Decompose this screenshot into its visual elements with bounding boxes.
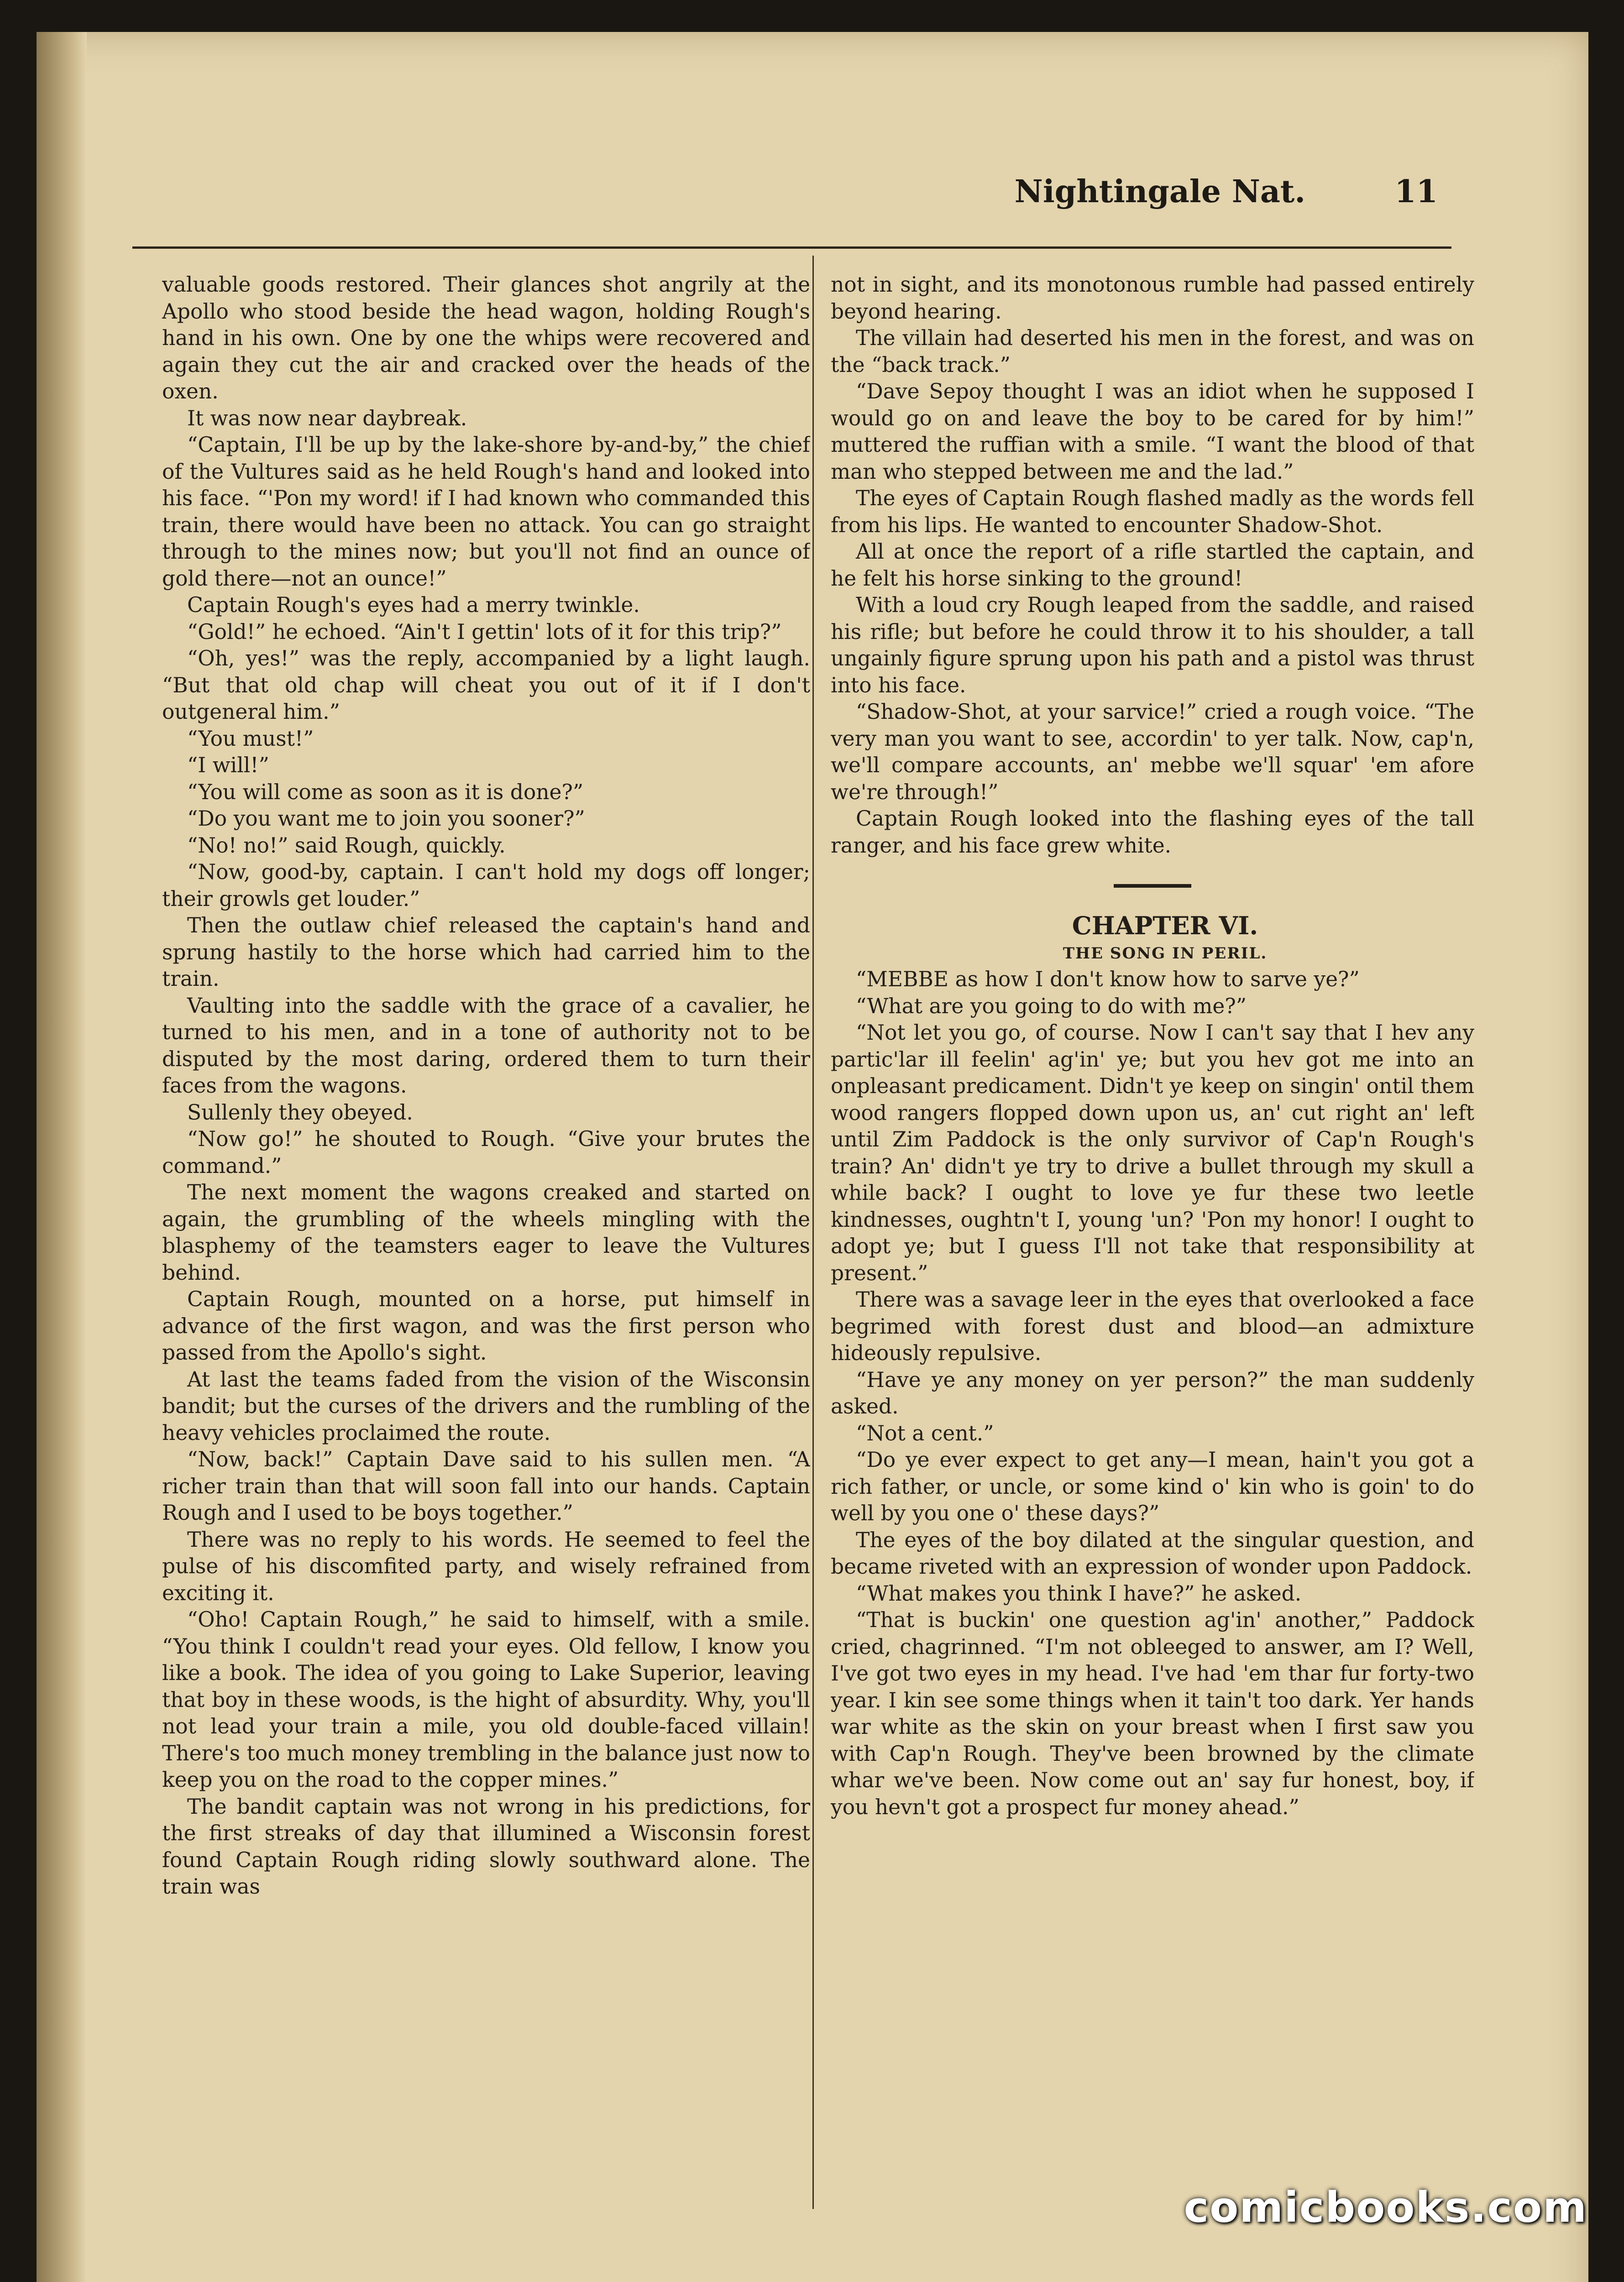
paragraph: “That is buckin' one question ag'in' another,” Paddock cried, chagrinned. “I'm not obleeged to answer, am I? Well, I've got two eyes in my head. I've had 'em thar fur forty-two year. I kin see some things when it tain't too dark. Yer hands war white as the skin on your breast when I first saw you with Cap'n Rough. They've been browned by the climate whar we've been. Now come out an' say fur honest, boy, if you hevn't got a prospect fur money ahead.” [831, 1608, 1474, 1819]
paragraph: Sullenly they obeyed. [187, 1100, 413, 1125]
header-rule [132, 246, 1451, 249]
paragraph: not in sight, and its monotonous rumble had passed entirely beyond hearing. [831, 272, 1474, 324]
paragraph: There was a savage leer in the eyes that overlooked a face begrimed with forest dust and blood—an admixture hideously repulsive. [831, 1288, 1474, 1365]
paragraph: Captain Rough looked into the flashing eyes of the tall ranger, and his face grew white. [831, 806, 1474, 858]
paragraph: Then the outlaw chief released the captain's hand and sprung hastily to the horse which had carried him to the train. [162, 913, 810, 991]
paragraph: “Do ye ever expect to get any—I mean, hain't you got a rich father, or uncle, or some kind o' kin who is goin' to do well by you one o' these days?” [831, 1448, 1474, 1525]
right-column [831, 272, 1474, 2207]
site-watermark: comicbooks.com [1184, 2183, 1587, 2232]
paragraph: All at once the report of a rifle startled the captain, and he felt his horse sinking to the ground! [831, 539, 1474, 591]
paragraph: “Oh, yes!” was the reply, accompanied by a light laugh. “But that old chap will cheat you out of it if I don't outgeneral him.” [162, 646, 810, 724]
chapter-subtitle: THE SONG IN PERIL. [1063, 944, 1268, 963]
paragraph: “Captain, I'll be up by the lake-shore by-and-by,” the chief of the Vultures said as he held Rough's hand and looked into his face. “'Pon my word! if I had known who commanded this train, there would have been no attack. You can go straight through to the mines now; but you'll not find an ounce of gold there—not an ounce!” [162, 433, 810, 591]
page-spine [37, 32, 87, 2282]
paragraph: The next moment the wagons creaked and started on again, the grumbling of the wheels mingling with the blasphemy of the teamsters eager to leave the Vultures behind. [162, 1180, 810, 1285]
chapter-heading: CHAPTER VI. [1072, 911, 1258, 940]
paragraph: “Now, good-by, captain. I can't hold my dogs off longer; their growls get louder.” [162, 860, 810, 911]
page-number: 11 [1394, 173, 1438, 210]
paragraph: The bandit captain was not wrong in his predictions, for the first streaks of day that illumined a Wisconsin forest found Captain Rough riding slowly southward alone. The train was [162, 1794, 810, 1899]
paragraph: “What makes you think I have?” he asked. [856, 1581, 1302, 1606]
paragraph: It was now near daybreak. [187, 406, 467, 430]
paragraph: “Gold!” he echoed. “Ain't I gettin' lots of it for this trip?” [187, 619, 782, 644]
paragraph: “What are you going to do with me?” [856, 994, 1247, 1018]
paragraph: “No! no!” said Rough, quickly. [187, 833, 506, 858]
left-column [162, 272, 810, 2207]
paragraph: “Dave Sepoy thought I was an idiot when he supposed I would go on and leave the boy to be cared for by him!” muttered the ruffian with a smile. “I want the blood of that man who stepped between me and the lad.” [831, 379, 1474, 484]
paragraph: Captain Rough's eyes had a merry twinkle. [187, 593, 640, 617]
paragraph: “I will!” [187, 753, 269, 777]
paragraph: “MEBBE as how I don't know how to sarve ye?” [856, 967, 1360, 991]
paragraph: Vaulting into the saddle with the grace of a cavalier, he turned to his men, and in a tone of authority not to be disputed by the most daring, ordered them to turn their faces from the wagons. [162, 993, 810, 1098]
paragraph: The villain had deserted his men in the forest, and was on the “back track.” [831, 326, 1474, 377]
book-page [37, 32, 1588, 2282]
running-title: Nightingale Nat. [1014, 173, 1305, 210]
paragraph: There was no reply to his words. He seemed to feel the pulse of his discomfited party, and wisely refrained from exciting it. [162, 1527, 810, 1605]
paragraph: “You will come as soon as it is done?” [187, 780, 584, 804]
paragraph: “Have ye any money on yer person?” the man suddenly asked. [831, 1367, 1474, 1418]
paragraph: “Not a cent.” [856, 1421, 994, 1445]
paragraph: Captain Rough, mounted on a horse, put himself in advance of the first wagon, and was the first person who passed from the Apollo's sight. [162, 1287, 810, 1365]
paragraph: At last the teams faded from the vision of the Wisconsin bandit; but the curses of the drivers and the rumbling of the heavy vehicles proclaimed the route. [162, 1367, 810, 1445]
paragraph: “Now go!” he shouted to Rough. “Give your brutes the command.” [162, 1127, 810, 1178]
paragraph: “Not let you go, of course. Now I can't say that I hev any partic'lar ill feelin' ag'in' ye; but you hev got me into an onpleasant predicament. Didn't ye keep on singin' ontil them wood rangers flopped down upon us, an' cut right an' left until Zim Paddock is the only survivor of Cap'n Rough's train? An' didn't ye try to drive a bullet through my skull a while back? I ought to love ye fur these two leetle kindnesses, oughtn't I, young 'un? 'Pon my honor! I ought to adopt ye; but I guess I'll not take that responsibility at present.” [831, 1021, 1474, 1285]
paragraph: The eyes of the boy dilated at the singular question, and became riveted with an expression of wonder upon Paddock. [831, 1528, 1474, 1579]
paragraph: “You must!” [187, 726, 314, 751]
column-separator [812, 256, 814, 2209]
paragraph: “Shadow-Shot, at your sarvice!” cried a rough voice. “The very man you want to see, accordin' to yer talk. Now, cap'n, we'll compare accounts, an' mebbe we'll squar' 'em afore we're through!” [831, 700, 1474, 804]
paragraph: “Now, back!” Captain Dave said to his sullen men. “A richer train than that will soon fall into our hands. Captain Rough and I used to be boys together.” [162, 1447, 810, 1525]
paragraph: “Do you want me to join you sooner?” [187, 806, 585, 831]
running-header [132, 164, 1447, 219]
paragraph: The eyes of Captain Rough flashed madly as the words fell from his lips. He wanted to encounter Shadow-Shot. [831, 486, 1474, 537]
paragraph: “Oho! Captain Rough,” he said to himself, with a smile. “You think I couldn't read your eyes. Old fellow, I know you like a book. The idea of you going to Lake Superior, leaving that boy in these woods, is the hight of absurdity. Why, you'll not lead your train a mile, you old double-faced villain! There's too much money trembling in the balance just now to keep you on the road to the copper mines.” [162, 1607, 810, 1792]
paragraph: With a loud cry Rough leaped from the saddle, and raised his rifle; but before he could throw it to his shoulder, a tall ungainly figure sprung upon his path and a pistol was thrust into his face. [831, 593, 1474, 697]
paragraph: valuable goods restored. Their glances shot angrily at the Apollo who stood beside the head wagon, holding Rough's hand in his own. One by one the whips were recovered and again they cut the air and cracked over the heads of the oxen. [162, 272, 810, 403]
section-divider [1114, 884, 1191, 888]
